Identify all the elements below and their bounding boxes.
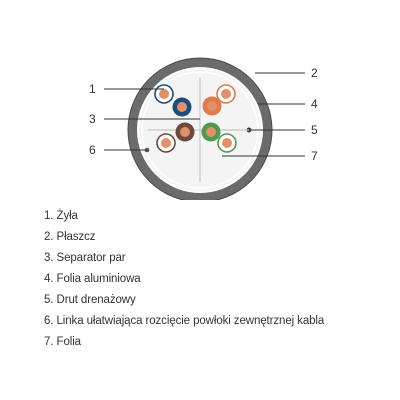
legend-item [44,332,324,353]
legend-item [44,311,324,332]
legend-number: 7. [44,336,54,348]
legend-number: 6. [44,315,54,327]
callout-1: 1 [89,82,96,96]
callout-5: 5 [311,123,318,137]
legend-text: Folia [56,336,81,348]
callout-3: 3 [89,112,96,126]
callout-7: 7 [311,149,318,163]
legend-text: Żyła [56,210,78,222]
legend-number: 2. [44,231,54,243]
callout-4: 4 [311,97,318,111]
legend-item [44,227,324,248]
legend-item [44,248,324,269]
legend-item [44,290,324,311]
legend-number: 3. [44,252,54,264]
callout-2: 2 [311,66,318,80]
legend-item [44,206,324,227]
legend-number: 5. [44,294,54,306]
legend-text: Folia aluminiowa [56,273,141,285]
legend-text: Płaszcz [56,231,96,243]
legend-text: Separator par [56,252,126,264]
legend-number: 1. [44,210,54,222]
legend-text: Linka ułatwiająca rozcięcie powłoki zewnętrznej kabla [56,315,325,327]
legend-number: 4. [44,273,54,285]
legend-text: Drut drenażowy [56,294,136,306]
callout-6: 6 [89,143,96,157]
legend-item [44,269,324,290]
legend-list [44,206,324,353]
